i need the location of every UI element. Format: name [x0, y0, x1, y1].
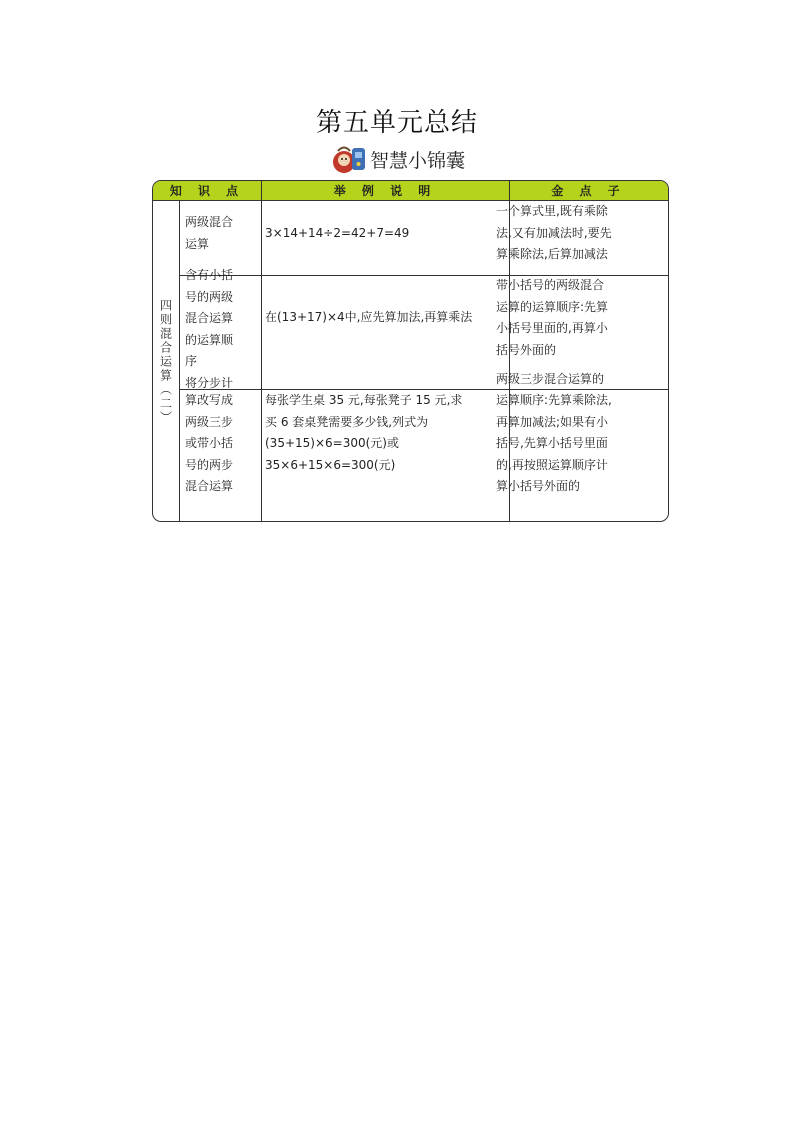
example-cell: [265, 223, 505, 245]
tip-line: 算小括号外面的: [496, 479, 581, 493]
tip-line: 括号,先算小括号里面: [496, 436, 608, 450]
category-cell: [153, 201, 179, 522]
topic-line: 号的两级: [185, 289, 234, 304]
tip-line: 运算的运算顺序:先算: [496, 299, 609, 314]
example-line: 35×6+15×6=300(元): [265, 457, 396, 472]
topic-line: 将分步计: [185, 375, 234, 390]
tip-line: 算乘除法,后算加减法: [496, 247, 608, 261]
category-label: 四则混合运算（二）: [158, 299, 173, 425]
topic-cell: [185, 390, 257, 498]
tip-cell: [496, 275, 668, 391]
header-example: 举 例 说 明: [261, 181, 509, 201]
header-knowledge-point: 知 识 点: [153, 181, 261, 201]
tip-cell: [496, 201, 668, 266]
summary-table: [152, 180, 669, 522]
tip-line: 小括号里面的,再算小: [496, 321, 608, 335]
topic-line: 两级三步: [185, 414, 234, 429]
cartoon-mascot-icon: [330, 142, 368, 176]
tip-line: 括号外面的: [496, 342, 557, 357]
topic-line: 序: [185, 354, 198, 368]
topic-line: 运算: [185, 236, 210, 251]
tip-line: [496, 361, 668, 369]
topic-line: 算改写成: [185, 393, 234, 407]
example-line: 在(13+17)×4中,应先算加法,再算乘法: [265, 310, 473, 324]
topic-line: 或带小括: [185, 436, 234, 450]
tip-line: 再算加减法;如果有小: [496, 414, 609, 429]
example-line: (35+15)×6=300(元)或: [265, 436, 399, 450]
column-divider: [179, 201, 180, 522]
example-cell: [265, 390, 505, 476]
example-line: 买 6 套桌凳需要多少钱,列式为: [265, 414, 429, 429]
topic-cell: [185, 265, 257, 394]
topic-cell: [185, 212, 257, 255]
example-cell: [265, 307, 505, 329]
example-line: 每张学生桌 35 元,每张凳子 15 元,求: [265, 393, 463, 407]
topic-line: 混合运算: [185, 479, 234, 493]
tip-cell: [496, 390, 668, 498]
example-line: 3×14+14÷2=42+7=49: [265, 226, 410, 240]
tip-line: 两级三步混合运算的: [496, 372, 605, 386]
topic-line: 两级混合: [185, 215, 234, 229]
page-title: 第五单元总结: [315, 108, 478, 138]
tip-badge: [330, 142, 465, 176]
tip-line: 的,再按照运算顺序计: [496, 457, 608, 472]
tip-line: 带小括号的两级混合: [496, 278, 605, 292]
tip-line: 运算顺序:先算乘除法,: [496, 393, 612, 407]
topic-line: 的运算顺: [185, 332, 234, 347]
topic-line: 混合运算: [185, 311, 234, 325]
column-divider: [261, 181, 262, 522]
tip-line: 法,又有加减法时,要先: [496, 225, 612, 240]
header-golden-tip: 金 点 子: [509, 181, 668, 201]
badge-label: 智慧小锦囊: [370, 149, 466, 172]
topic-line: 号的两步: [185, 457, 234, 472]
tip-line: 一个算式里,既有乘除: [496, 204, 608, 218]
topic-line: 含有小括: [185, 268, 234, 282]
